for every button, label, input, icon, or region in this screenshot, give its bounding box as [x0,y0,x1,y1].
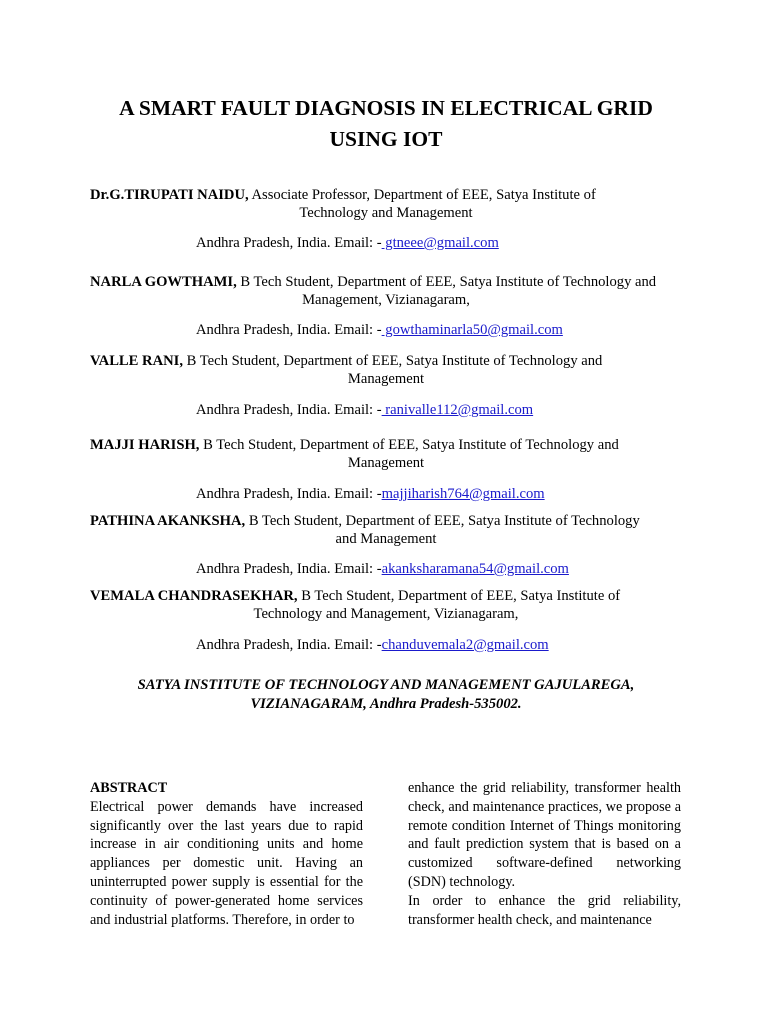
email-link[interactable]: gtneee@gmail.com [381,235,499,251]
author-block [90,186,682,222]
author-affiliation: B Tech Student, Department of EEE, Satya Institute of Technology and [203,437,619,453]
abstract-left-column [90,779,363,929]
author-name: Dr.G.TIRUPATI NAIDU, [90,187,249,203]
email-link[interactable]: ranivalle112@gmail.com [381,402,534,418]
author-affiliation: B Tech Student, Department of EEE, Satya Institute of Technology and [240,274,657,290]
institute-address [90,676,682,714]
author-email-line [196,560,569,578]
author-affiliation: B Tech Student, Department of EEE, Satya Institute of Technology and [186,353,603,369]
author-block [90,352,682,388]
author-affiliation-cont: Technology and Management, Vizianagaram, [253,606,519,622]
author-affiliation-cont: Management [347,371,425,387]
email-prefix: Andhra Pradesh, India. Email: - [196,322,382,338]
email-link[interactable]: majjiharish764@gmail.com [381,486,545,502]
author-block [90,436,682,472]
author-name: VEMALA CHANDRASEKHAR, [90,588,298,604]
abstract-paragraph: In order to enhance the grid reliability, transformer health check, and maintenance [408,892,681,928]
email-prefix: Andhra Pradesh, India. Email: - [196,561,382,577]
email-link[interactable]: gowthaminarla50@gmail.com [381,322,563,338]
institute-line: SATYA INSTITUTE OF TECHNOLOGY AND MANAGEMENT GAJULAREGA, [137,677,635,693]
email-link[interactable]: akanksharamana54@gmail.com [381,561,569,577]
abstract-heading: ABSTRACT [90,780,168,796]
author-affiliation-cont: Technology and Management [299,205,473,221]
email-prefix: Andhra Pradesh, India. Email: - [196,235,382,251]
institute-line: VIZIANAGARAM, Andhra Pradesh-535002. [250,696,522,712]
author-affiliation-cont: and Management [335,531,437,547]
author-name: PATHINA AKANKSHA, [90,513,246,529]
author-name: MAJJI HARISH, [90,437,200,453]
author-email-line [196,401,533,419]
paper-title: A SMART FAULT DIAGNOSIS IN ELECTRICAL GRID USING IOT [119,96,653,151]
author-name: NARLA GOWTHAMI, [90,274,237,290]
email-link[interactable]: chanduvemala2@gmail.com [381,637,549,653]
author-affiliation: B Tech Student, Department of EEE, Satya Institute of Technology [248,513,640,529]
email-prefix: Andhra Pradesh, India. Email: - [196,637,382,653]
author-block [90,273,682,309]
abstract-right-column [408,779,681,929]
author-email-line [196,636,549,654]
author-email-line [196,234,499,252]
email-prefix: Andhra Pradesh, India. Email: - [196,486,382,502]
author-block [90,587,682,623]
abstract-paragraph: enhance the grid reliability, transformer health check, and maintenance practices, we propose a remote condition Internet of Things monitoring and fault prediction system that is based on a customized software-defined networking (SDN) technology. [408,780,681,890]
author-email-line [196,485,545,503]
email-prefix: Andhra Pradesh, India. Email: - [196,402,382,418]
author-block [90,512,682,548]
author-name: VALLE RANI, [90,353,183,369]
author-email-line [196,321,563,339]
author-affiliation: B Tech Student, Department of EEE, Satya Institute of [301,588,621,604]
author-affiliation-cont: Management, Vizianagaram, [302,292,470,308]
abstract-paragraph: Electrical power demands have increased significantly over the last years due to rapid increase in air conditioning units and home appliances per domestic unit. Having an uninterrupted power supply is essential for the continuity of power-generated home services and industrial platforms. Therefore, in order to [90,798,363,928]
author-affiliation-cont: Management [347,455,425,471]
author-affiliation: Associate Professor, Department of EEE, Satya Institute of [251,187,596,203]
